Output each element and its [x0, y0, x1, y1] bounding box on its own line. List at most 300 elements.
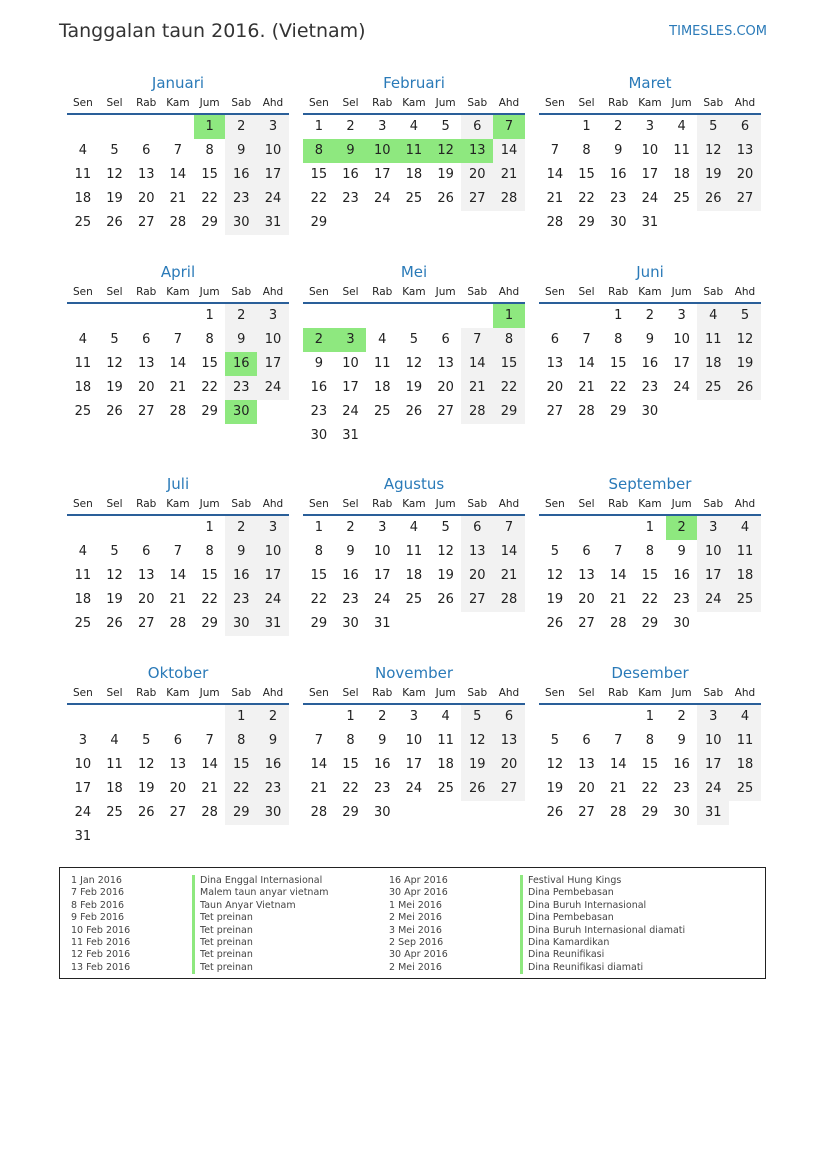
- day-cell: 14: [169, 167, 187, 182]
- empty-cell: [162, 115, 194, 139]
- day-cell: 14: [609, 568, 627, 583]
- holiday-day-cell: 11: [398, 139, 430, 163]
- day-cell: 19: [697, 163, 729, 187]
- day-cell: 6: [142, 143, 151, 158]
- site-link[interactable]: TIMESLES.COM: [669, 24, 767, 39]
- empty-cell: [67, 304, 99, 328]
- weekday-label: Rab: [372, 286, 393, 298]
- day-cell: 26: [546, 805, 564, 820]
- day-cell: 16: [225, 163, 257, 187]
- day-cell: 20: [729, 163, 761, 187]
- day-cell: 29: [310, 215, 328, 230]
- day-grid: [303, 516, 525, 636]
- day-cell: 14: [201, 757, 218, 772]
- day-cell: 9: [225, 328, 257, 352]
- weekday-header: [67, 684, 289, 705]
- day-cell: 27: [461, 187, 493, 211]
- weekday-label: Jum: [199, 97, 220, 109]
- weekday-label: Sel: [578, 687, 595, 699]
- empty-cell: [162, 304, 194, 328]
- month-name: Agustus: [383, 475, 445, 493]
- weekday-label: Kam: [638, 286, 662, 298]
- day-cell: 24: [342, 404, 359, 419]
- empty-cell: [130, 705, 162, 729]
- weekday-header: [67, 94, 289, 115]
- day-cell: 3: [378, 520, 387, 535]
- empty-cell: [67, 705, 99, 729]
- day-cell: 4: [78, 143, 87, 158]
- day-cell: 17: [74, 781, 92, 796]
- weekday-label: Sen: [544, 286, 565, 298]
- day-cell: 25: [106, 805, 123, 820]
- day-cell: 7: [173, 143, 183, 158]
- day-cell: 15: [493, 352, 525, 376]
- day-cell: 23: [673, 781, 690, 796]
- day-cell: 7: [493, 516, 525, 540]
- empty-cell: [539, 516, 571, 540]
- day-cell: 28: [169, 616, 187, 631]
- day-cell: 30: [310, 428, 328, 443]
- day-cell: 11: [74, 568, 92, 583]
- day-cell: 7: [173, 544, 183, 559]
- weekday-label: Kam: [402, 687, 426, 699]
- day-grid: [539, 304, 761, 424]
- day-cell: 3: [409, 709, 419, 724]
- day-cell: 20: [137, 191, 155, 206]
- day-cell: 30: [641, 404, 659, 419]
- day-cell: 23: [342, 191, 359, 206]
- day-cell: 7: [614, 544, 623, 559]
- day-cell: 12: [729, 328, 761, 352]
- holiday-day-cell: 12: [430, 139, 462, 163]
- day-cell: 18: [74, 191, 92, 206]
- day-cell: 1: [582, 119, 591, 134]
- day-cell: 25: [405, 191, 423, 206]
- day-cell: 13: [137, 356, 155, 371]
- day-cell: 21: [169, 191, 187, 206]
- holiday-date: 2 Mei 2016: [389, 961, 442, 973]
- day-cell: 17: [673, 356, 690, 371]
- day-cell: 20: [578, 592, 595, 607]
- weekday-label: Ahd: [262, 498, 284, 510]
- day-cell: 28: [493, 187, 525, 211]
- day-cell: 16: [225, 564, 257, 588]
- day-cell: 27: [137, 616, 155, 631]
- day-cell: 15: [201, 167, 218, 182]
- weekday-label: Kam: [402, 498, 426, 510]
- weekday-label: Jum: [671, 687, 692, 699]
- day-cell: 8: [205, 332, 214, 347]
- day-cell: 20: [169, 781, 187, 796]
- empty-cell: [99, 304, 131, 328]
- day-cell: 23: [641, 380, 659, 395]
- month-name: November: [374, 664, 454, 682]
- holiday-day-cell: 3: [335, 328, 367, 352]
- weekday-label: Rab: [136, 687, 157, 699]
- day-cell: 18: [437, 757, 454, 772]
- day-cell: 11: [437, 733, 454, 748]
- day-cell: 3: [257, 516, 289, 540]
- holiday-day-cell: 16: [225, 352, 257, 376]
- day-cell: 16: [641, 356, 659, 371]
- day-cell: 18: [697, 352, 729, 376]
- day-cell: 27: [461, 588, 493, 612]
- day-cell: 7: [205, 733, 214, 748]
- day-cell: 13: [729, 139, 761, 163]
- day-cell: 9: [645, 332, 655, 347]
- holiday-day-cell: 8: [303, 139, 335, 163]
- day-cell: 20: [461, 163, 493, 187]
- month-name: April: [160, 263, 196, 281]
- holiday-name: Taun Anyar Vietnam: [192, 900, 329, 912]
- empty-cell: [130, 304, 162, 328]
- day-cell: 11: [74, 356, 92, 371]
- day-cell: 4: [697, 304, 729, 328]
- day-cell: 14: [169, 568, 187, 583]
- day-cell: 7: [461, 328, 493, 352]
- day-cell: 22: [225, 777, 257, 801]
- day-cell: 29: [493, 400, 525, 424]
- day-cell: 12: [405, 356, 423, 371]
- day-cell: 15: [342, 757, 359, 772]
- day-cell: 14: [169, 356, 187, 371]
- day-cell: 5: [110, 332, 119, 347]
- day-cell: 28: [578, 404, 595, 419]
- month-name: Oktober: [147, 664, 209, 682]
- weekday-label: Sab: [467, 97, 488, 109]
- day-cell: 12: [106, 356, 123, 371]
- day-cell: 9: [257, 729, 289, 753]
- day-cell: 29: [578, 215, 595, 230]
- day-cell: 24: [257, 376, 289, 400]
- weekday-label: Jum: [199, 687, 220, 699]
- day-cell: 18: [405, 568, 423, 583]
- day-cell: 24: [74, 805, 92, 820]
- day-cell: 6: [582, 544, 591, 559]
- day-cell: 28: [461, 400, 493, 424]
- holiday-name: Dina Buruh Internasional diamati: [520, 925, 685, 937]
- day-cell: 5: [550, 544, 559, 559]
- empty-cell: [398, 304, 430, 328]
- day-cell: 29: [225, 801, 257, 825]
- day-cell: 13: [578, 568, 595, 583]
- day-cell: 11: [74, 167, 92, 182]
- weekday-label: Sel: [342, 498, 359, 510]
- weekday-label: Rab: [136, 498, 157, 510]
- day-cell: 20: [137, 592, 155, 607]
- day-cell: 17: [257, 163, 289, 187]
- weekday-label: Kam: [166, 498, 190, 510]
- weekday-label: Sen: [544, 687, 565, 699]
- holiday-day-cell: 30: [225, 400, 257, 424]
- day-cell: 1: [225, 705, 257, 729]
- holiday-name: Dina Enggal Internasional: [192, 875, 329, 887]
- weekday-label: Sel: [342, 687, 359, 699]
- day-cell: 1: [205, 520, 214, 535]
- month-maret: [539, 73, 761, 235]
- day-cell: 26: [461, 777, 493, 801]
- day-grid: [303, 304, 525, 448]
- day-cell: 27: [578, 805, 595, 820]
- day-cell: 3: [78, 733, 87, 748]
- day-cell: 25: [405, 592, 423, 607]
- weekday-label: Sab: [231, 97, 252, 109]
- day-cell: 27: [729, 187, 761, 211]
- month-april: [67, 262, 289, 424]
- day-cell: 1: [314, 119, 323, 134]
- day-cell: 7: [582, 332, 591, 347]
- day-cell: 3: [257, 115, 289, 139]
- weekday-header: [303, 495, 525, 516]
- weekday-label: Ahd: [734, 97, 756, 109]
- day-grid: [539, 115, 761, 235]
- weekday-label: Sen: [72, 97, 93, 109]
- holiday-date: 2 Mei 2016: [389, 912, 442, 924]
- day-cell: 28: [169, 404, 187, 419]
- day-cell: 7: [314, 733, 323, 748]
- day-cell: 8: [493, 328, 525, 352]
- day-cell: 3: [697, 705, 729, 729]
- day-cell: 14: [493, 540, 525, 564]
- day-cell: 18: [729, 564, 761, 588]
- day-grid: [67, 115, 289, 235]
- day-cell: 3: [677, 308, 686, 323]
- day-cell: 4: [729, 516, 761, 540]
- day-cell: 14: [461, 352, 493, 376]
- day-cell: 11: [729, 729, 761, 753]
- weekday-label: Sel: [106, 498, 123, 510]
- weekday-label: Sen: [308, 286, 329, 298]
- day-cell: 2: [614, 119, 623, 134]
- day-cell: 11: [373, 356, 391, 371]
- day-cell: 5: [110, 544, 119, 559]
- empty-cell: [539, 115, 571, 139]
- day-cell: 15: [609, 356, 627, 371]
- day-grid: [303, 115, 525, 235]
- weekday-label: Sen: [308, 498, 329, 510]
- weekday-label: Jum: [435, 286, 456, 298]
- day-cell: 3: [697, 516, 729, 540]
- empty-cell: [335, 304, 367, 328]
- day-cell: 10: [74, 757, 92, 772]
- day-cell: 4: [729, 705, 761, 729]
- day-cell: 6: [461, 516, 493, 540]
- weekday-label: Sab: [231, 286, 252, 298]
- weekday-label: Jum: [671, 498, 692, 510]
- day-cell: 10: [697, 540, 729, 564]
- weekday-label: Sel: [578, 498, 595, 510]
- day-cell: 15: [641, 757, 659, 772]
- holiday-day-cell: 2: [303, 328, 335, 352]
- day-cell: 17: [641, 167, 659, 182]
- day-cell: 23: [225, 588, 257, 612]
- holiday-dates-column: [389, 875, 448, 974]
- day-cell: 31: [373, 616, 391, 631]
- holiday-name: Malem taun anyar vietnam: [192, 887, 329, 899]
- day-cell: 4: [409, 520, 419, 535]
- weekday-label: Kam: [166, 687, 190, 699]
- weekday-label: Sel: [578, 286, 595, 298]
- day-cell: 2: [346, 119, 355, 134]
- holiday-dates-column: [71, 875, 130, 974]
- empty-cell: [130, 516, 162, 540]
- holiday-date: 30 Apr 2016: [389, 949, 448, 961]
- day-cell: 21: [609, 781, 627, 796]
- day-cell: 23: [609, 191, 627, 206]
- month-name: Februari: [383, 74, 445, 92]
- day-cell: 12: [546, 757, 564, 772]
- day-cell: 17: [697, 564, 729, 588]
- empty-cell: [303, 705, 335, 729]
- weekday-label: Sen: [72, 687, 93, 699]
- day-cell: 28: [310, 805, 328, 820]
- holiday-name: Festival Hung Kings: [520, 875, 685, 887]
- day-cell: 9: [225, 540, 257, 564]
- month-name: Juli: [166, 475, 190, 493]
- empty-cell: [99, 516, 131, 540]
- weekday-label: Kam: [638, 498, 662, 510]
- day-cell: 25: [74, 616, 92, 631]
- day-cell: 26: [106, 404, 123, 419]
- day-cell: 18: [74, 380, 92, 395]
- day-cell: 11: [673, 143, 690, 158]
- day-cell: 8: [205, 143, 214, 158]
- day-cell: 16: [342, 568, 359, 583]
- day-cell: 10: [257, 139, 289, 163]
- day-cell: 5: [729, 304, 761, 328]
- day-cell: 1: [205, 308, 214, 323]
- weekday-label: Kam: [402, 286, 426, 298]
- day-cell: 8: [314, 544, 323, 559]
- day-cell: 11: [405, 544, 423, 559]
- day-cell: 24: [641, 191, 659, 206]
- empty-cell: [602, 516, 634, 540]
- day-cell: 16: [373, 757, 391, 772]
- day-cell: 27: [437, 404, 454, 419]
- day-cell: 22: [641, 781, 659, 796]
- day-cell: 18: [405, 167, 423, 182]
- day-cell: 29: [609, 404, 627, 419]
- day-cell: 20: [461, 564, 493, 588]
- day-cell: 17: [257, 352, 289, 376]
- day-cell: 5: [441, 520, 450, 535]
- day-cell: 24: [257, 187, 289, 211]
- weekday-label: Sel: [106, 286, 123, 298]
- day-cell: 24: [697, 777, 729, 801]
- holiday-date: 16 Apr 2016: [389, 875, 448, 886]
- weekday-label: Sab: [703, 687, 724, 699]
- day-cell: 26: [106, 215, 123, 230]
- day-cell: 22: [310, 592, 328, 607]
- day-cell: 13: [578, 757, 595, 772]
- weekday-header: [303, 283, 525, 304]
- weekday-label: Sab: [467, 286, 488, 298]
- month-februari: [303, 73, 525, 235]
- day-cell: 24: [373, 191, 391, 206]
- day-cell: 27: [578, 616, 595, 631]
- day-cell: 30: [373, 805, 391, 820]
- day-cell: 21: [578, 380, 595, 395]
- weekday-label: Jum: [199, 498, 220, 510]
- day-cell: 18: [106, 781, 123, 796]
- day-cell: 12: [437, 544, 454, 559]
- day-cell: 20: [493, 753, 525, 777]
- day-cell: 20: [137, 380, 155, 395]
- holiday-name: Tet preinan: [192, 949, 329, 961]
- day-cell: 26: [437, 191, 454, 206]
- day-cell: 15: [201, 356, 218, 371]
- day-cell: 17: [373, 568, 391, 583]
- day-cell: 25: [697, 376, 729, 400]
- day-cell: 13: [169, 757, 187, 772]
- day-cell: 21: [169, 380, 187, 395]
- day-cell: 10: [405, 733, 423, 748]
- day-cell: 31: [257, 612, 289, 636]
- day-cell: 13: [461, 540, 493, 564]
- weekday-header: [539, 495, 761, 516]
- day-cell: 13: [493, 729, 525, 753]
- holiday-name: Tet preinan: [192, 912, 329, 924]
- day-cell: 6: [550, 332, 559, 347]
- weekday-label: Ahd: [498, 286, 520, 298]
- day-grid: [539, 705, 761, 825]
- weekday-label: Ahd: [498, 687, 520, 699]
- weekday-label: Rab: [608, 687, 629, 699]
- day-cell: 16: [673, 757, 690, 772]
- weekday-label: Jum: [435, 687, 456, 699]
- day-cell: 10: [257, 540, 289, 564]
- weekday-label: Sel: [342, 97, 359, 109]
- day-cell: 9: [614, 143, 623, 158]
- day-cell: 16: [673, 568, 690, 583]
- day-cell: 14: [578, 356, 595, 371]
- day-cell: 19: [729, 352, 761, 376]
- empty-cell: [67, 115, 99, 139]
- day-cell: 9: [314, 356, 323, 371]
- day-cell: 29: [641, 805, 659, 820]
- weekday-label: Sen: [544, 498, 565, 510]
- weekday-label: Sel: [106, 687, 123, 699]
- day-cell: 2: [645, 308, 655, 323]
- day-cell: 9: [378, 733, 387, 748]
- weekday-label: Jum: [671, 286, 692, 298]
- day-cell: 8: [614, 332, 623, 347]
- day-cell: 18: [673, 167, 690, 182]
- holiday-date: 2 Sep 2016: [389, 936, 444, 948]
- weekday-label: Sab: [467, 687, 488, 699]
- weekday-label: Sab: [703, 498, 724, 510]
- day-cell: 25: [437, 781, 454, 796]
- day-cell: 26: [697, 187, 729, 211]
- empty-cell: [99, 115, 131, 139]
- holiday-date: 1 Mei 2016: [389, 899, 442, 911]
- weekday-label: Kam: [638, 687, 662, 699]
- day-cell: 2: [225, 304, 257, 328]
- empty-cell: [194, 705, 226, 729]
- day-cell: 19: [437, 568, 454, 583]
- day-cell: 25: [673, 191, 690, 206]
- holiday-day-cell: 2: [666, 516, 698, 540]
- holiday-date: 13 Feb 2016: [71, 961, 131, 973]
- weekday-header: [67, 495, 289, 516]
- day-cell: 24: [405, 781, 423, 796]
- day-cell: 23: [373, 781, 391, 796]
- month-agustus: [303, 474, 525, 636]
- day-cell: 8: [225, 729, 257, 753]
- day-cell: 31: [257, 211, 289, 235]
- day-cell: 26: [546, 616, 564, 631]
- empty-cell: [130, 115, 162, 139]
